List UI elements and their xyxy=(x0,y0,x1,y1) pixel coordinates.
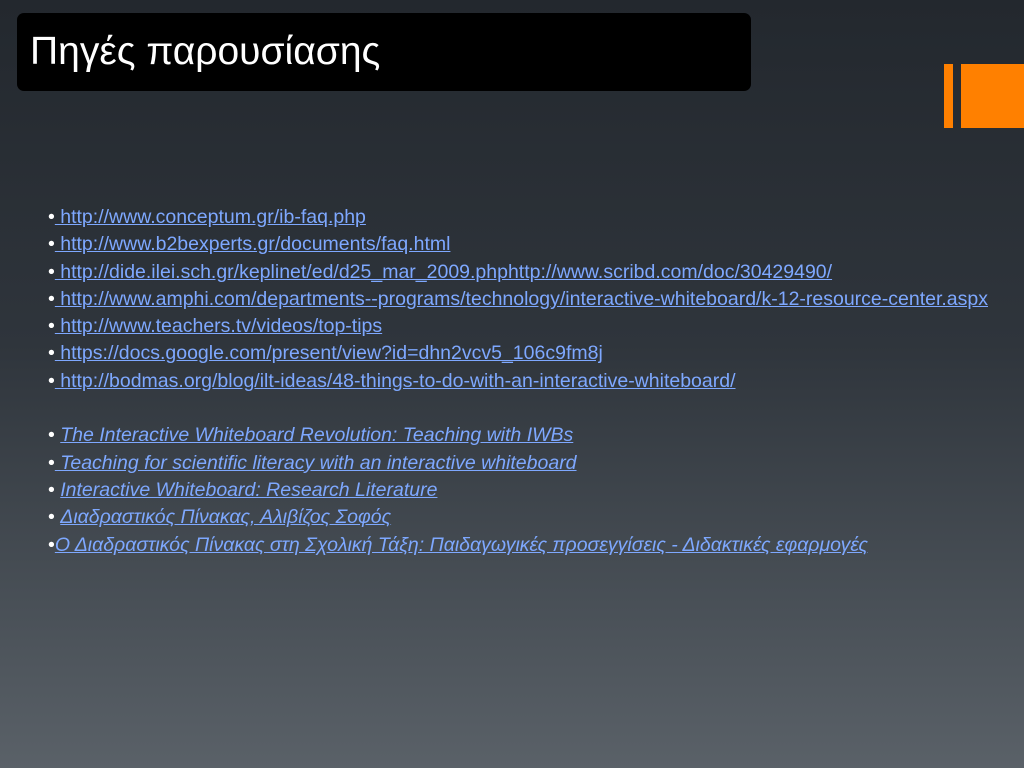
link-item xyxy=(48,368,1008,395)
source-link[interactable]: http://www.b2bexperts.gr/documents/faq.html xyxy=(54,233,451,256)
orange-accent-decoration xyxy=(944,64,1024,128)
bullet: • xyxy=(48,206,55,228)
source-link[interactable]: https://docs.google.com/present/view?id=dhn2vcv5_106c9fm8j xyxy=(54,342,603,365)
bullet: • xyxy=(48,424,61,447)
source-link[interactable]: http://bodmas.org/blog/ilt-ideas/48-things-to-do-with-an-interactive-whiteboard/ xyxy=(54,369,736,392)
accent-wide-bar xyxy=(961,64,1024,128)
reference-item xyxy=(48,532,1008,559)
bullet: • xyxy=(48,451,55,474)
link-item xyxy=(48,259,1008,286)
link-item xyxy=(48,340,1008,367)
reference-link[interactable]: The Interactive Whiteboard Revolution: Teaching with IWBs xyxy=(60,424,574,447)
bullet: • xyxy=(48,369,55,392)
bullet: • xyxy=(48,315,55,338)
source-link[interactable]: http://www.amphi.com/departments--programs/technology/interactive-whiteboard/k-12-resource-center.aspx xyxy=(54,287,988,310)
bullet: • xyxy=(48,287,55,310)
bullet: • xyxy=(48,260,55,283)
bullet: • xyxy=(48,342,55,365)
sources-list xyxy=(48,204,1008,559)
link-item xyxy=(48,204,1008,231)
reference-item xyxy=(48,477,1008,504)
title-bar xyxy=(17,13,751,91)
link-item xyxy=(48,313,1008,340)
bullet: • xyxy=(48,533,55,556)
source-link[interactable]: http://www.teachers.tv/videos/top-tips xyxy=(54,315,383,338)
slide-title: Πηγές παρουσίασης xyxy=(30,30,381,73)
source-link[interactable]: http://www.conceptum.gr/ib-faq.php xyxy=(54,206,366,228)
link-item xyxy=(48,231,1008,258)
reference-item xyxy=(48,422,1008,449)
bullet: • xyxy=(48,506,61,529)
link-item xyxy=(48,286,1008,313)
reference-link[interactable]: Διαδραστικός Πίνακας, Αλιβίζος Σοφός xyxy=(60,506,392,529)
reference-item xyxy=(48,504,1008,531)
list-spacer xyxy=(48,395,1008,422)
reference-item xyxy=(48,450,1008,477)
bullet: • xyxy=(48,233,55,256)
reference-link[interactable]: Interactive Whiteboard: Research Literature xyxy=(60,478,438,501)
bullet: • xyxy=(48,478,61,501)
reference-link[interactable]: Teaching for scientific literacy with an interactive whiteboard xyxy=(54,451,577,474)
accent-thin-bar xyxy=(944,64,953,128)
source-link[interactable]: http://dide.ilei.sch.gr/keplinet/ed/d25_mar_2009.phphttp://www.scribd.com/doc/30429490/ xyxy=(54,260,833,283)
reference-link[interactable]: Ο Διαδραστικός Πίνακας στη Σχολική Τάξη: Παιδαγωγικές προσεγγίσεις - Διδακτικές εφαρμογές xyxy=(54,533,868,556)
